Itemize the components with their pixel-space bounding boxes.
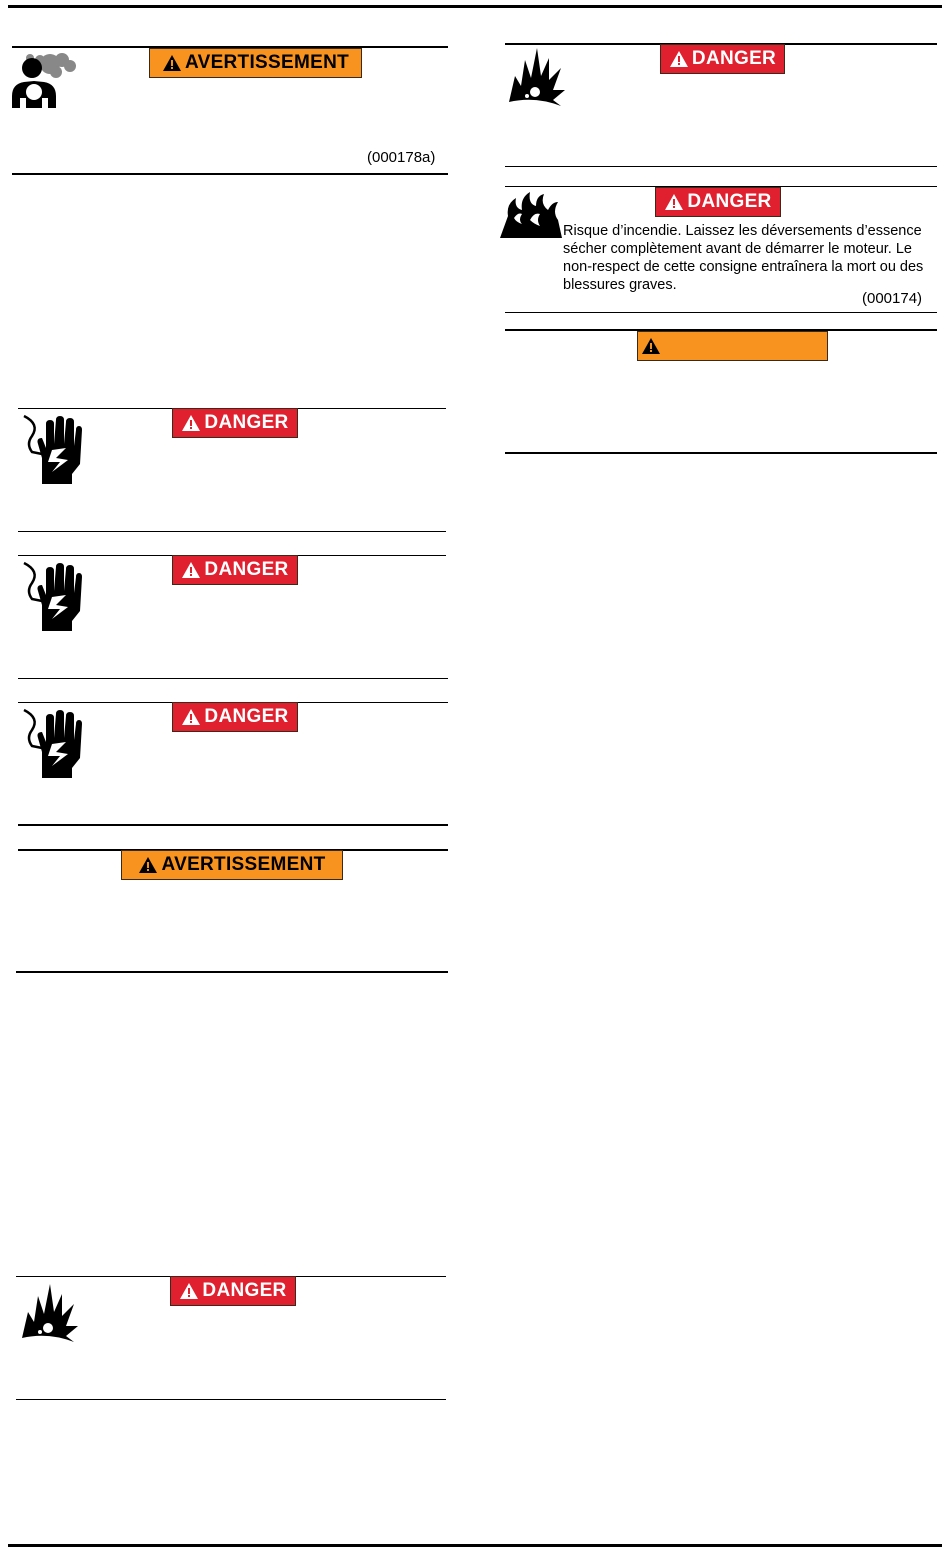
warning-label: AVERTISSEMENT: [184, 52, 349, 73]
reference-code: (000174): [862, 290, 923, 307]
warning-triangle-icon: [181, 414, 201, 432]
warning-label: AVERTISSEMENT: [161, 854, 326, 875]
warning-triangle-icon: [179, 1282, 199, 1300]
reference-code: (000178a): [367, 149, 436, 166]
section-rule: [18, 824, 448, 826]
danger-label: DANGER: [202, 1280, 287, 1301]
warning-triangle-icon: [181, 561, 201, 579]
toxic-fumes-icon: [10, 50, 76, 110]
danger-label: DANGER: [687, 191, 772, 212]
danger-badge: [655, 187, 781, 217]
section-rule: [505, 166, 937, 167]
caution-badge: [637, 331, 828, 361]
fire-warning-text: Risque d’incendie. Laissez les déversements d’essence sécher complètement avant de démarrer le moteur. Le non-respect de cette consigne entraînera la mort ou des blessures graves.: [563, 223, 924, 293]
warning-triangle-icon: [641, 337, 661, 355]
page-top-rule: [8, 5, 942, 8]
warning-badge: [121, 850, 343, 880]
section-rule: [16, 971, 448, 973]
danger-label: DANGER: [204, 559, 289, 580]
danger-badge: [172, 408, 298, 438]
electric-shock-icon: [22, 414, 82, 486]
explosion-icon: [18, 1282, 80, 1344]
warning-triangle-icon: [664, 193, 684, 211]
page-bottom-rule: [8, 1544, 942, 1547]
section-rule: [16, 1399, 446, 1400]
danger-badge: [172, 555, 298, 585]
danger-label: DANGER: [204, 706, 289, 727]
electric-shock-icon: [22, 561, 82, 633]
explosion-icon: [505, 46, 567, 108]
danger-label: DANGER: [691, 48, 777, 69]
section-rule: [505, 452, 937, 454]
section-rule: [12, 173, 448, 175]
danger-badge: [170, 1276, 296, 1306]
danger-label: DANGER: [204, 412, 289, 433]
warning-triangle-icon: [181, 708, 201, 726]
section-rule: [18, 678, 448, 679]
danger-badge: [660, 44, 785, 74]
danger-badge: [172, 702, 298, 732]
section-rule: [505, 312, 937, 313]
section-rule: [18, 531, 446, 532]
electric-shock-icon: [22, 708, 82, 780]
warning-triangle-icon: [162, 54, 182, 72]
warning-triangle-icon: [138, 856, 158, 874]
fire-icon: [500, 190, 562, 240]
warning-triangle-icon: [669, 50, 689, 68]
warning-badge: [149, 48, 362, 78]
